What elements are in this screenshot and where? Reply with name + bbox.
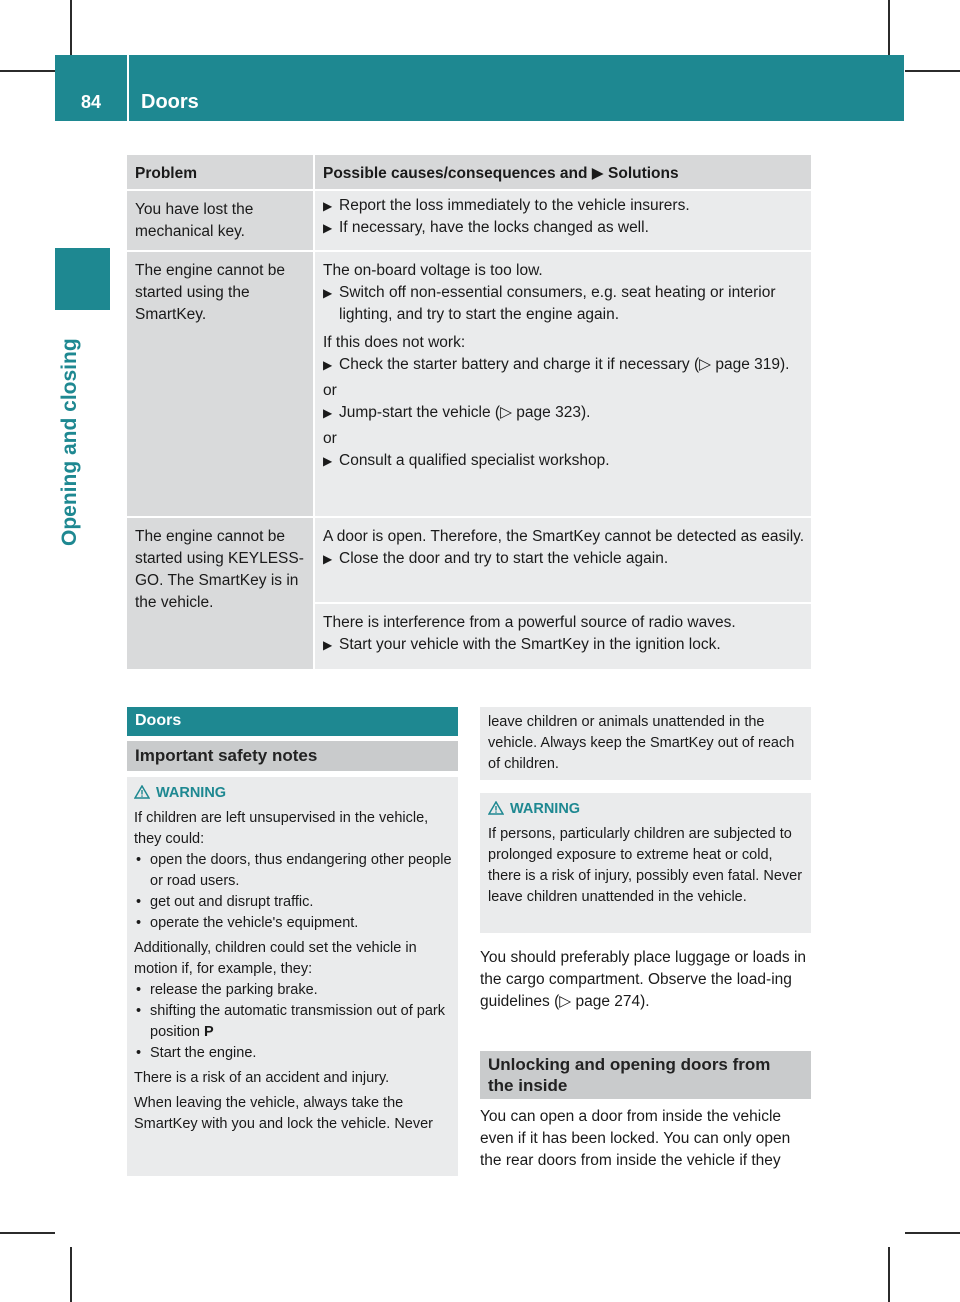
solution-step: ▶ Close the door and try to start the vehicle again.	[323, 548, 805, 570]
solution-step: ▶ Start your vehicle with the SmartKey in the ignition lock.	[323, 634, 805, 656]
body-text: You can open a door from inside the vehicle even if it has been locked. You can only open the rear doors from inside the vehicle if they	[480, 1108, 791, 1169]
page-number: 84	[80, 92, 102, 112]
warning-heading: WARNING	[156, 785, 227, 801]
header-divider	[127, 55, 129, 121]
crop-mark	[905, 70, 960, 72]
list-item: • release the parking brake.	[134, 980, 452, 1001]
crop-mark	[888, 1247, 890, 1302]
solution-step: ▶ If necessary, have the locks changed as well.	[323, 217, 805, 239]
crop-mark	[888, 0, 890, 55]
cause-text: There is interference from a powerful source of radio waves.	[323, 614, 736, 631]
warning-text: There is a risk of an accident and injury.	[134, 1070, 390, 1086]
table-row	[127, 252, 313, 516]
table-row	[127, 518, 313, 669]
page-header	[55, 55, 904, 121]
warning-text: leave children or animals unattended in the vehicle. Always keep the SmartKey out of reach of children.	[488, 714, 795, 772]
warning-text: If persons, particularly children are subjected to prolonged exposure to extreme heat or cold, there is a risk of injury, possibly even fatal. Never leave children unattended in the vehicle.	[488, 826, 803, 905]
chapter-side-label: Opening and closing	[58, 338, 81, 546]
table-row	[315, 604, 811, 669]
cause-text: If this does not work:	[323, 334, 466, 351]
body-text: You should preferably place luggage or loads in the cargo compartment. Observe the load-ing guidelines (▷ page 274).	[480, 949, 807, 1010]
table-header-solutions: Possible causes/consequences and ▶ Solutions	[315, 155, 811, 189]
solution-step: ▶ Report the loss immediately to the vehicle insurers.	[323, 195, 805, 217]
warning-box	[480, 793, 811, 933]
solution-step: ▶ Consult a qualified specialist workshop.	[323, 450, 805, 472]
crop-mark	[0, 1232, 55, 1234]
table-row	[315, 191, 811, 250]
list-item: • get out and disrupt traffic.	[134, 892, 452, 913]
solution-step: ▶ Check the starter battery and charge it if necessary (▷ page 319).	[323, 354, 805, 376]
crop-mark	[905, 1232, 960, 1234]
cause-text: A door is open. Therefore, the SmartKey cannot be detected as easily.	[323, 528, 805, 545]
subsection-heading-unlocking: Unlocking and opening doors from the inside	[480, 1051, 811, 1099]
solution-step: ▶ Switch off non-essential consumers, e.g. seat heating or interior lighting, and try to start the engine again.	[323, 282, 805, 326]
list-item: • shifting the automatic transmission out of park position P	[134, 1001, 452, 1043]
warning-text: When leaving the vehicle, always take the SmartKey with you and lock the vehicle. Never	[134, 1095, 433, 1132]
section-heading-doors: Doors	[127, 707, 458, 736]
list-item: • operate the vehicle's equipment.	[134, 913, 452, 934]
warning-box	[127, 777, 458, 1176]
crop-mark	[70, 1247, 72, 1302]
table-row	[315, 252, 811, 516]
side-tab	[55, 248, 110, 310]
or-text: or	[323, 382, 337, 399]
solution-step: ▶ Jump-start the vehicle (▷ page 323).	[323, 402, 805, 424]
warning-text: If children are left unsupervised in the vehicle, they could:	[134, 810, 429, 847]
cause-text: The on-board voltage is too low.	[323, 262, 543, 279]
crop-mark	[0, 70, 55, 72]
or-text: or	[323, 430, 337, 447]
warning-box-continued	[480, 707, 811, 780]
warning-triangle-icon	[134, 785, 150, 806]
warning-text: Additionally, children could set the vehicle in motion if, for example, they:	[134, 940, 417, 977]
problem-text: You have lost the mechanical key.	[135, 201, 254, 240]
table-row	[315, 518, 811, 602]
list-item: • Start the engine.	[134, 1043, 452, 1064]
subsection-heading-safety: Important safety notes	[127, 741, 458, 771]
warning-heading: WARNING	[510, 801, 581, 817]
table-header-problem: Problem	[127, 155, 313, 189]
warning-triangle-icon	[488, 801, 504, 822]
problem-text: The engine cannot be started using KEYLESS-GO. The SmartKey is in the vehicle.	[135, 528, 304, 611]
problem-text: The engine cannot be started using the SmartKey.	[135, 262, 285, 323]
table-row	[127, 191, 313, 250]
page-title: Doors	[141, 91, 199, 113]
crop-mark	[70, 0, 72, 55]
list-item: • open the doors, thus endangering other people or road users.	[134, 850, 452, 892]
